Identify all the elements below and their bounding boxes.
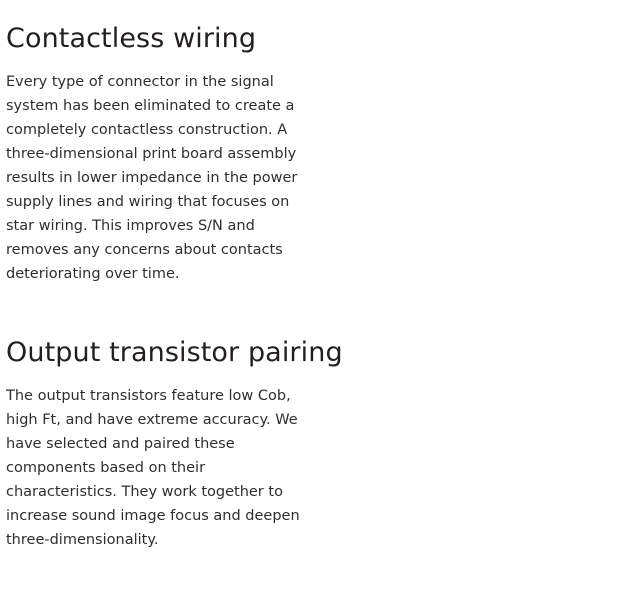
section-body: Every type of connector in the signal system has been eliminated to create a completely contactless construction. A three-dimensional print board assembly results in lower impedance in the power supply lines and wiring that focuses on star wiring. This improves S/N and removes any concerns about contacts deteriorating over time. (6, 74, 298, 282)
section-output-transistor-pairing (0, 336, 343, 552)
section-body: The output transistors feature low Cob, high Ft, and have extreme accuracy. We have selected and paired these components based on their characteristics. They work together to increase sound image focus and deepen three-dimensionality. (6, 388, 300, 548)
section-contactless-wiring (0, 22, 330, 286)
section-title: Contactless wiring (6, 23, 257, 54)
section-title: Output transistor pairing (6, 337, 343, 368)
section-spacer (0, 286, 641, 332)
